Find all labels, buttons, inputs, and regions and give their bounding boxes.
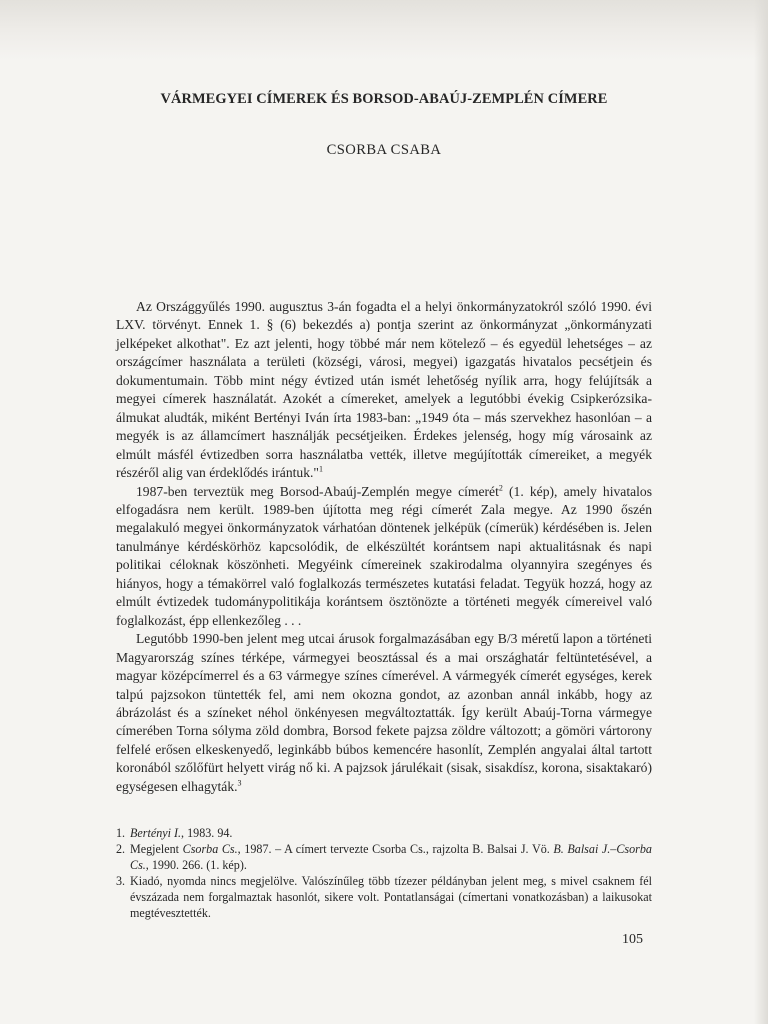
scan-top-shadow [0,0,768,60]
footnote-text [130,874,652,922]
footnote-citation-author: Csorba Cs. [182,841,238,856]
footnote [116,842,652,874]
paragraph [116,483,652,631]
footnote-citation-author: B. Balsai J.–Csorba Cs. [130,841,652,872]
footnote-citation-author: Bertényi I. [130,826,182,840]
paragraph [116,630,652,796]
footnote-text-segment: Megjelent [130,841,183,856]
footnote-number: 1. [116,826,126,840]
footnote-number: 3. [116,873,126,888]
footnote-text [130,842,652,874]
footnote-number: 2. [116,841,126,856]
paragraph-text: Az Országgyűlés 1990. augusztus 3-án fogadta el a helyi önkormányzatokról szóló 1990. évi LXV. törvényt. Ennek 1. § (6) bekezdés a) pontja szerint az önkormányzat „önkormányzati jelképeket alkothat". Ez azt jelenti, hogy többé már nem kötelező – és egyedül lehetséges – az országcímer használata a területi (községi, városi, megyei) igazgatás hivatalos pecsétjein és dokumentumain. Több mint négy évtized után ismét lehetőség nyílik arra, hogy felújítsák a megyei címerek használatát. Azokét a címereket, amelyek a legutóbbi évekig Csipkerózsika-álmukat aludták, miként Bertényi Iván írta 1983-ban: „1949 óta – más szervekhez hasonlóan – a megyék is az államcímert használják pecsétjeiken. Érdekes jelenség, hogy míg városaink az elmúlt másfél évtizedben sorra használatba vették, illetve megújították címereiket, a megyék részéről alig van érdeklődés irántuk." [116,299,652,481]
page-number: 105 [622,932,643,947]
paragraph-text: 1987-ben terveztük meg Borsod-Abaúj-Zemplén megye címerét [136,483,499,499]
paragraph-text: (1. kép), amely hivatalos elfogadásra nem került. 1989-ben újította meg régi címerét Zala megye. Az 1990 őszén megalakuló megyei önkormányzatok várhatóan döntenek jelképük (címerük) kérdésében is. Jelen tanulmánye kérdéskörhöz kapcsolódik, de elkészültét korántsem napi aktualitásnak és napi politikai céloknak köszönheti. Megyéink címereinek szakirodalma olyannyira szegényes és hiányos, hogy a témakörrel való foglalkozás természetes kutatási feladat. Tegyük hozzá, hogy az elmúlt évtizedek tudománypolitikája korántsem ösztönözte a történeti megyék címereivel való foglalkozást, épp ellenkezőleg . . . [116,483,652,628]
footnote [116,874,652,922]
paragraph [116,298,652,483]
footnote-text [130,826,652,842]
footnotes [116,826,652,921]
footnote-text-segment: Kiadó, nyomda nincs megjelölve. Valószínűleg több tízezer példányban jelent meg, s mivel csaknem fél évszázada nem forgalmaztak hasonlót, sikere volt. Pontatlanságai (címertani vonatkozásban) a laikusokat megtévesztették. [130,873,652,920]
footnote-text-segment: , 1987. – A címert tervezte Csorba Cs., rajzolta B. Balsai J. Vö. [237,841,554,856]
article-title: VÁRMEGYEI CÍMEREK ÉS BORSOD-ABAÚJ-ZEMPLÉN CÍMERE [160,91,608,107]
footnote-text-segment: , 1990. 266. (1. kép). [145,857,247,872]
footnote-ref: 1 [318,464,323,474]
paragraph-text: Legutóbb 1990-ben jelent meg utcai árusok forgalmazásában egy B/3 méretű lapon a történeti Magyarország színes térképe, vármegyei beosztással és a mai országhatár feltüntetésével, a magyar középcímerrel és a 63 vármegye színes címerével. A vármegyék címerét egységes, kerek talpú pajzsokon tüntették fel, ami nem okozna gondot, az azonban annál inkább, hogy az ábrázolást és a színeket néhol önkényesen megváltoztatták. Így került Abaúj-Torna vármegye címerében Torna sólyma zöld dombra, Borsod fekete pajzsa zöldre változott; a gömöri vártorony felfelé erősen elkeskenyedő, leginkább búbos kemencére hasonlít, Zemplén angyalai által tartott koronából szőlőfürt helyett virág nő ki. A pajzsok járulékait (sisak, sisakdísz, korona, sisaktakaró) egységesen elhagyták. [116,631,652,794]
footnote-ref: 3 [237,778,242,788]
footnote-text-segment: , 1983. 94. [181,826,233,840]
author-name: CSORBA CSABA [326,142,442,158]
footnote-ref: 2 [498,483,503,492]
footnote [116,826,652,842]
article-body [116,298,652,796]
